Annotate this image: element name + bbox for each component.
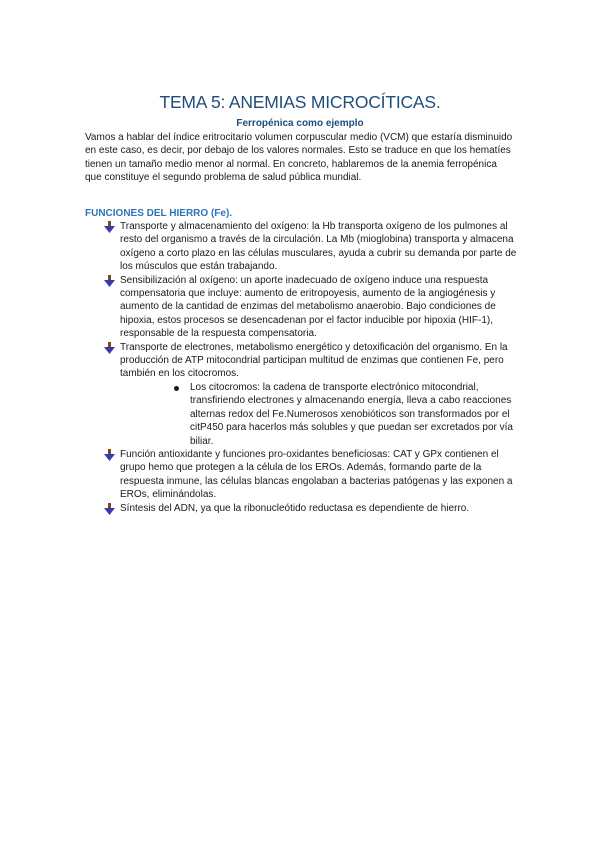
bullet-dot-icon bbox=[174, 386, 179, 391]
page-subtitle: Ferropénica como ejemplo bbox=[236, 118, 364, 129]
functions-list bbox=[104, 220, 524, 515]
sub-list bbox=[120, 381, 524, 448]
list-item-text: Síntesis del ADN, ya que la ribonucleótido reductasa es dependiente de hierro. bbox=[120, 502, 470, 514]
arrow-down-bullet-icon bbox=[104, 503, 115, 515]
arrow-down-bullet-icon bbox=[104, 275, 115, 287]
list-item-text: Transporte de electrones, metabolismo energético y detoxificación del organismo. En la producción de ATP mitocondrial participan multitud de enzimas que contienen Fe, pero también en los citocromos. bbox=[120, 341, 508, 380]
list-item bbox=[104, 502, 524, 515]
section-heading: FUNCIONES DEL HIERRO (Fe). bbox=[85, 208, 233, 219]
sub-list-item-text: Los citocromos: la cadena de transporte electrónico mitocondrial, transfiriendo electrones y almacenando energía, lleva a cabo reacciones alternas redox del Fe.Numerosos xenobióticos son transformados por el citP450 para hacerlos más solubles y que puedan ser excretados por vía biliar. bbox=[190, 381, 513, 447]
list-item bbox=[104, 274, 524, 341]
list-item bbox=[104, 341, 524, 448]
list-item-text: Sensibilización al oxígeno: un aporte inadecuado de oxígeno induce una respuesta compensatoria que incluye: aumento de eritropoyesis, aumento de la angiogénesis y aumento de la cantidad de enzimas del metabolismo anaerobio. Bajo condiciones de hipoxia, estos procesos se desencadenan por el factor inducible por hipoxia (HIF-1), responsable de la respuesta compensatoria. bbox=[120, 274, 496, 340]
intro-paragraph: Vamos a hablar del índice eritrocitario volumen corpuscular medio (VCM) que estaría disminuido en este caso, es decir, por debajo de los valores normales. Esto se traduce en que los hematíes tienen un tamaño medio menor al normal. En concreto, hablaremos de la anemia ferropénica que constituye el segundo problema de salud pública mundial. bbox=[85, 132, 513, 184]
list-item-text: Función antioxidante y funciones pro-oxidantes beneficiosas: CAT y GPx contienen el grupo hemo que protegen a la célula de los EROs. Además, formando parte de la respuesta inmune, las células blancas engolaban a bacterias patógenas y las exponen a EROs, eliminándolas. bbox=[120, 448, 513, 501]
list-item-text: Transporte y almacenamiento del oxígeno: la Hb transporta oxígeno de los pulmones al resto del organismo a través de la circulación. La Mb (mioglobina) transporta y almacena oxígeno a corto plazo en las células musculares, ayuda a cubrir su demanda por parte de los músculos que están trabajando. bbox=[120, 221, 517, 273]
arrow-down-bullet-icon bbox=[104, 449, 115, 461]
sub-list-item bbox=[174, 381, 528, 448]
page-title: TEMA 5: ANEMIAS MICROCÍTICAS. bbox=[159, 92, 441, 112]
arrow-down-bullet-icon bbox=[104, 342, 115, 354]
list-item bbox=[104, 220, 524, 274]
list-item bbox=[104, 448, 524, 502]
arrow-down-bullet-icon bbox=[104, 221, 115, 233]
